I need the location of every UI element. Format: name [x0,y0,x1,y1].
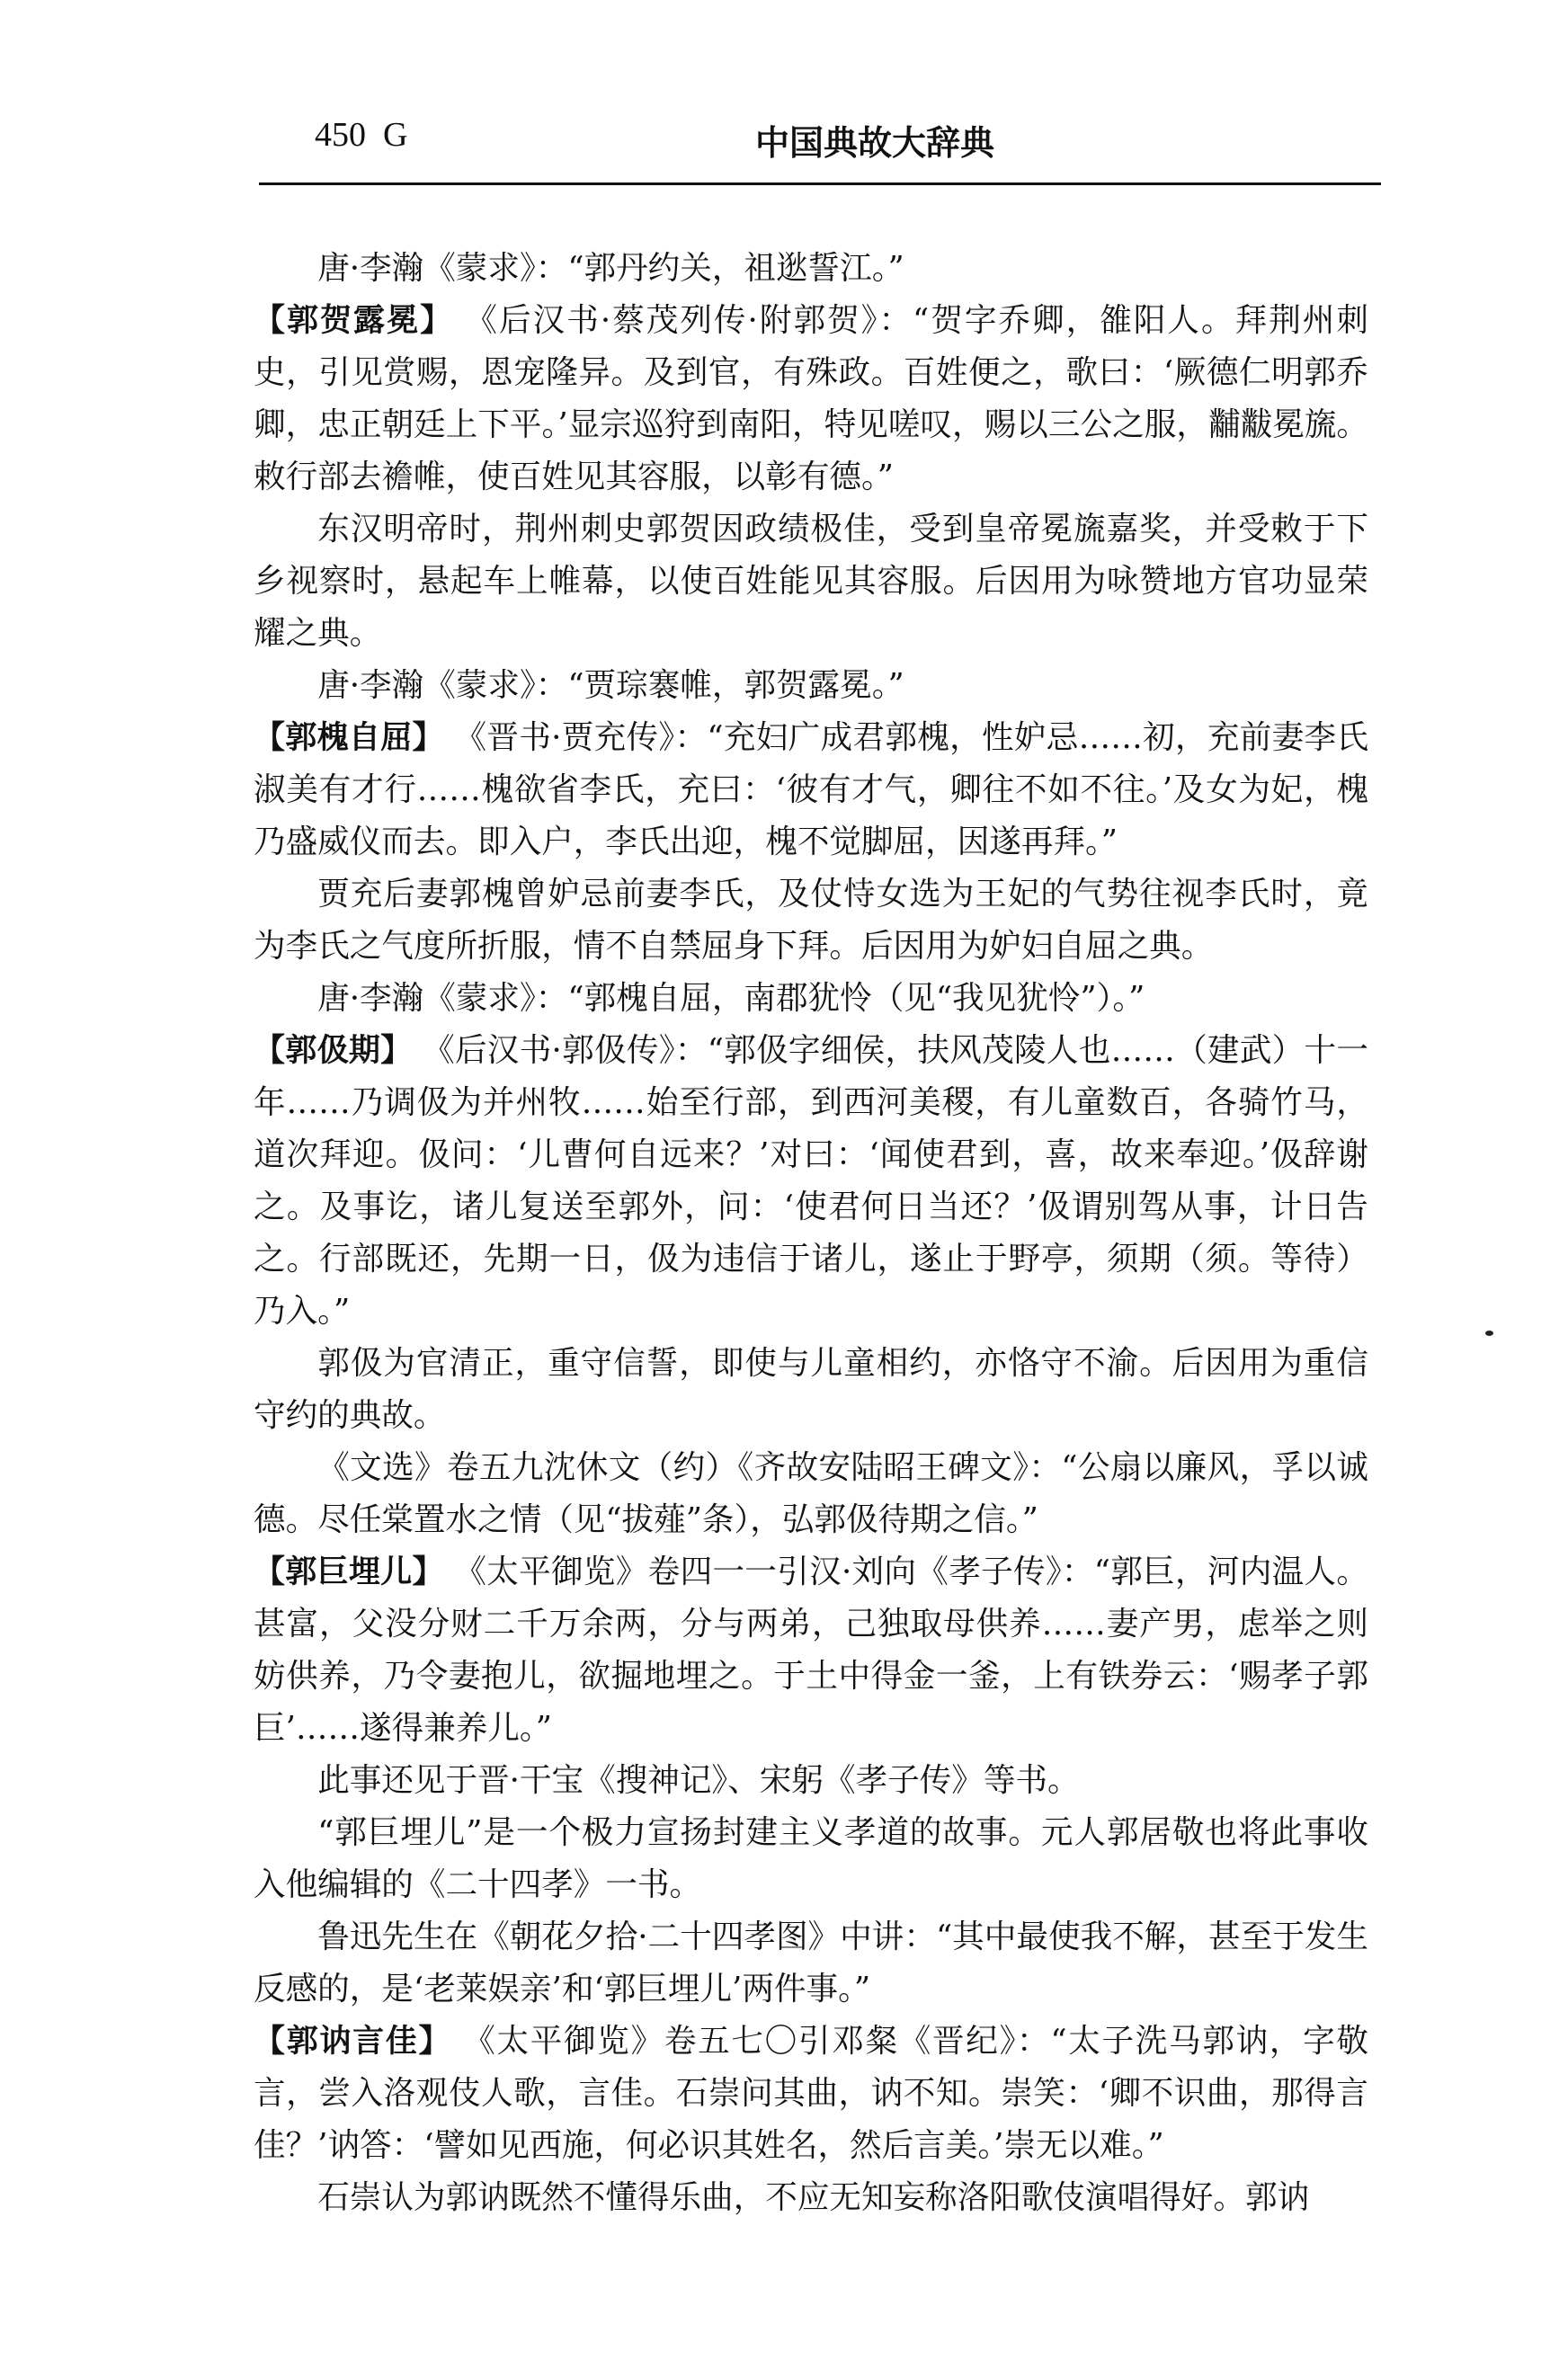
page-number-value: 450 [315,116,366,154]
entry-headword: 【郭槐自屈】 [254,720,444,756]
body-paragraph: 唐·李瀚《蒙求》：“郭槐自屈，南郡犹怜（见“我见犹怜”）。” [317,980,1145,1017]
dictionary-entry [254,295,1368,503]
dictionary-entry [254,2016,1368,2172]
body-paragraph: 鲁迅先生在《朝花夕拾·二十四孝图》中讲：“其中最使我不解，甚至于发生反感的，是‘老莱娱亲’和‘郭巨埋儿’两件事。” [254,1918,1368,2007]
body-paragraph: “郭巨埋儿”是一个极力宣扬封建主义孝道的故事。元人郭居敬也将此事收入他编辑的《二十四孝》一书。 [254,1814,1368,1903]
dictionary-entry [254,712,1368,868]
header-rule [259,182,1381,185]
page-body [254,243,1368,2224]
book-title: 中国典故大辞典 [755,122,995,163]
body-paragraph: 东汉明帝时，荆州刺史郭贺因政绩极佳，受到皇帝冕旒嘉奖，并受敕于下乡视察时，悬起车上帷幕，以使百姓能见其容服。后因用为咏赞地方官功显荣耀之典。 [254,511,1368,652]
entry-headword: 【郭贺露冕】 [254,303,454,339]
body-paragraph: 此事还见于晋·干宝《搜神记》、宋躬《孝子传》等书。 [317,1762,1080,1799]
entry-headword: 【郭伋期】 [254,1033,413,1069]
body-paragraph: 唐·李瀚《蒙求》：“贾琮褰帷，郭贺露冕。” [317,667,904,704]
entry-text: 《太平御览》卷四一一引汉·刘向《孝子传》：“郭巨，河内温人。甚富，父没分财二千万余两，分与两弟，己独取母供养……妻产男，虑举之则妨供养，乃令妻抱儿，欲掘地埋之。于土中得金一釜，上有铁券云：‘赐孝子郭巨’……遂得兼养儿。” [254,1553,1368,1747]
page-number [315,115,407,155]
body-paragraph: 唐·李瀚《蒙求》：“郭丹约关，祖逖誓江。” [317,250,904,287]
entry-headword: 【郭讷言佳】 [254,2024,452,2060]
page-header [252,106,1376,178]
entry-text: 《晋书·贾充传》：“充妇广成君郭槐，性妒忌……初，充前妻李氏淑美有才行……槐欲省李氏，充曰：‘彼有才气，卿往不如不往。’及女为妃，槐乃盛威仪而去。即入户，李氏出迎，槐不觉脚屈，因遂再拜。” [254,719,1368,860]
section-letter: G [383,116,408,154]
entry-text: 《太平御览》卷五七〇引邓粲《晋纪》：“太子洗马郭讷，字敬言，尝入洛观伎人歌，言佳。石崇问其曲，讷不知。崇笑：‘卿不识曲，那得言佳？’讷答：‘譬如见西施，何必识其姓名，然后言美。’崇无以难。” [254,2023,1368,2164]
entry-text: 《后汉书·郭伋传》：“郭伋字细侯，扶风茂陵人也……（建武）十一年……乃调伋为并州牧……始至行部，到西河美稷，有儿童数百，各骑竹马，道次拜迎。伋问：‘儿曹何自远来？’对曰：‘闻使君到，喜，故来奉迎。’伋辞谢之。及事讫，诸儿复送至郭外，问：‘使君何日当还？’伋谓别驾从事，计日告之。行部既还，先期一日，伋为违信于诸儿，遂止于野亭，须期（须。等待）乃入。” [254,1032,1368,1330]
body-paragraph: 石崇认为郭讷既然不懂得乐曲，不应无知妄称洛阳歌伎演唱得好。郭讷 [317,2179,1310,2216]
body-paragraph: 郭伋为官清正，重守信誓，即使与儿童相约，亦恪守不渝。后因用为重信守约的典故。 [254,1345,1368,1434]
entry-headword: 【郭巨埋儿】 [254,1554,444,1590]
dictionary-entry [254,1025,1368,1338]
body-paragraph: 《文选》卷五九沈休文（约）《齐故安陆昭王碑文》：“公扇以廉风，孚以诚德。尽任棠置水之情（见“拔薤”条），弘郭伋待期之信。” [254,1449,1368,1538]
dictionary-entry [254,1546,1368,1755]
scan-speck [1485,1331,1493,1336]
body-paragraph: 贾充后妻郭槐曾妒忌前妻李氏，及仗恃女选为王妃的气势往视李氏时，竟为李氏之气度所折服，情不自禁屈身下拜。后因用为妒妇自屈之典。 [254,876,1368,965]
entry-text: 《后汉书·蔡茂列传·附郭贺》：“贺字乔卿，雒阳人。拜荆州刺史，引见赏赐，恩宠隆异。及到官，有殊政。百姓便之，歌曰：‘厥德仁明郭乔卿，忠正朝廷上下平。’显宗巡狩到南阳，特见嗟叹，赐以三公之服，黼黻冕旒。敕行部去襜帷，使百姓见其容服，以彰有德。” [254,302,1368,495]
